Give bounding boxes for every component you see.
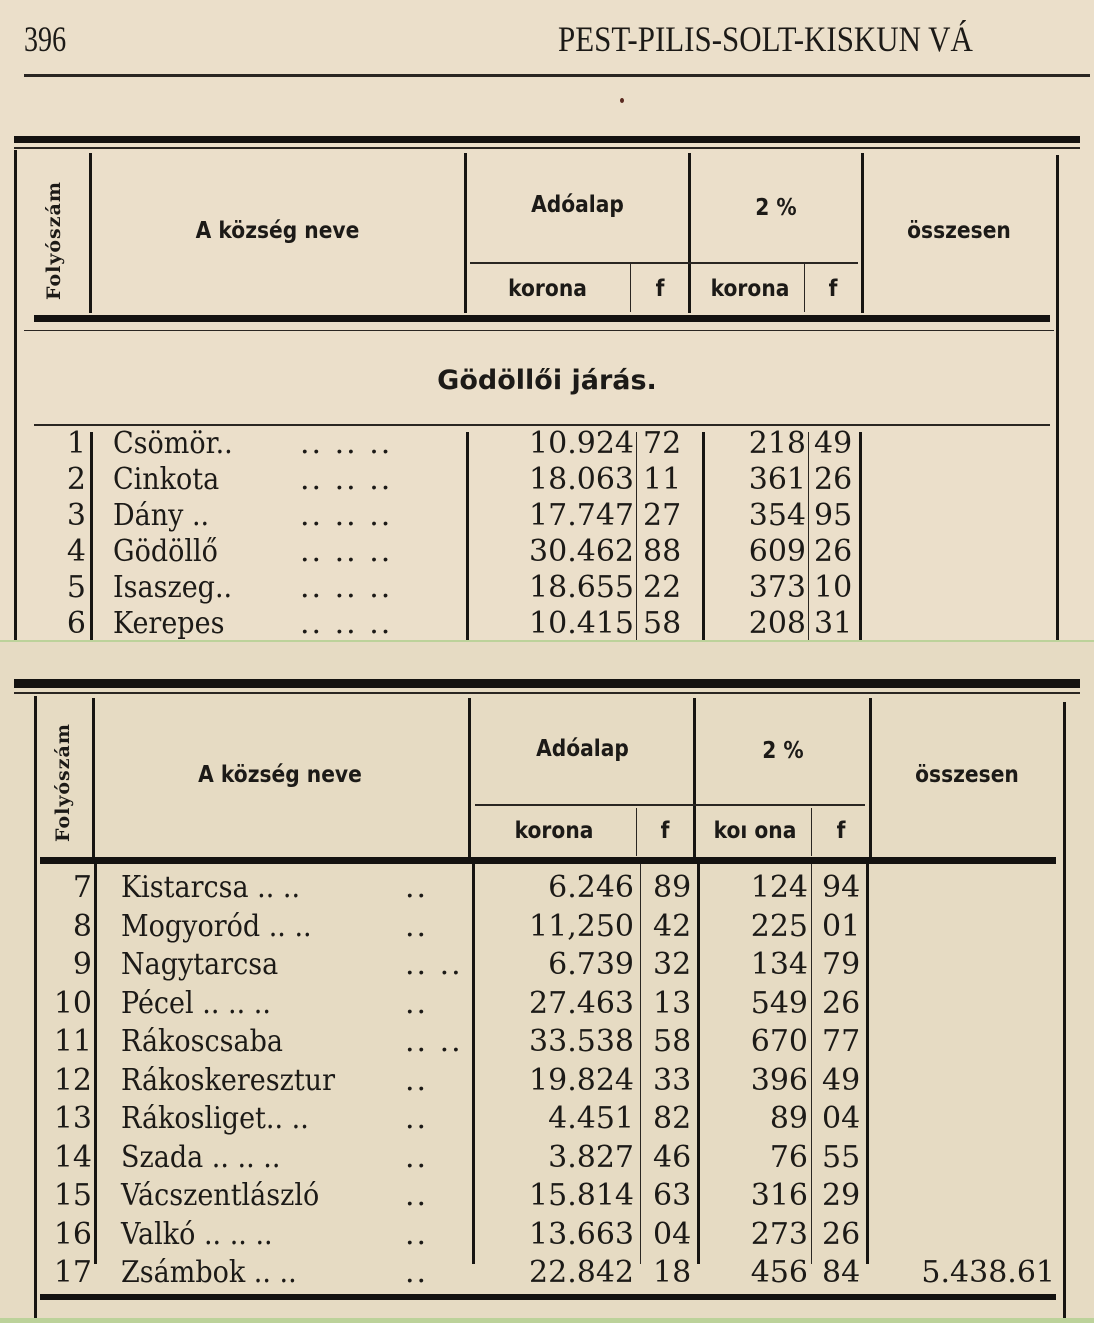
table-row [0, 1140, 1094, 1176]
municipality-name: Isaszeg.. [113, 570, 233, 605]
municipality-name: Kerepes [113, 606, 225, 640]
base-filler: 22 [643, 570, 682, 605]
table-row [0, 986, 1094, 1022]
header-percent: 2 % [755, 195, 797, 221]
percent-korona: 609 [748, 534, 806, 569]
percent-korona: 316 [750, 1178, 808, 1213]
base-korona: 18.655 [529, 570, 634, 605]
running-head: PEST-PILIS-SOLT-KISKUN VÁ [558, 19, 973, 59]
header-bottom-rule [34, 315, 1050, 322]
col-sep-base [688, 153, 691, 313]
municipality-name: Szada .. .. .. [121, 1139, 281, 1175]
percent-filler: 31 [814, 606, 853, 640]
percent-korona: 89 [769, 1101, 808, 1136]
base-korona: 11,250 [529, 908, 634, 944]
header2-serial: Folyószám [52, 723, 74, 842]
col-sep-serial [89, 153, 92, 313]
clipping-top [0, 0, 1094, 640]
row-number: 13 [53, 1101, 92, 1136]
base-korona: 6.739 [548, 947, 634, 982]
table-top-rule [14, 136, 1080, 143]
district-top-rule [24, 330, 1054, 331]
table-row [0, 462, 1094, 498]
header2-name: A község neve [198, 762, 362, 788]
table-row [0, 1178, 1094, 1214]
base-korona: 27.463 [529, 985, 634, 1021]
leader-dots: .. [405, 870, 429, 905]
header-pct-korona: korona [710, 276, 790, 302]
header2-percent: 2 % [762, 738, 804, 764]
percent-filler: 01 [822, 908, 861, 944]
percent-filler: 84 [822, 1255, 861, 1290]
row-number: 4 [66, 534, 86, 569]
base-korona: 10.415 [529, 606, 634, 640]
percent-korona: 373 [748, 570, 806, 605]
table-row [0, 606, 1094, 640]
table2-bottom-rule [40, 1294, 1056, 1300]
base-filler: 32 [653, 947, 692, 982]
base-filler: 11 [643, 462, 682, 497]
base-korona: 15.814 [529, 1178, 634, 1213]
percent-korona: 225 [750, 908, 808, 944]
percent-korona: 208 [748, 606, 806, 640]
header2-pct-f: f [836, 818, 846, 844]
col-sep-pct [861, 153, 864, 313]
percent-korona: 354 [748, 498, 806, 533]
percent-filler: 95 [814, 498, 853, 533]
percent-filler: 29 [822, 1178, 861, 1213]
header-base-korona: korona [508, 276, 587, 302]
base-korona: 3.827 [548, 1139, 634, 1175]
base-korona: 22.842 [529, 1255, 634, 1290]
base-filler: 18 [653, 1255, 692, 1290]
row-number: 14 [53, 1139, 92, 1175]
header-serial: Folyószám [43, 181, 65, 300]
leader-dots: .. [405, 1101, 429, 1136]
municipality-name: Cinkota [113, 462, 220, 497]
page-number: 396 [24, 19, 67, 59]
base-filler: 27 [643, 498, 682, 533]
col2-sep-pct [869, 698, 872, 858]
leader-dots: .. .. .. [300, 426, 393, 461]
table-row [0, 534, 1094, 570]
base-filler: 33 [653, 1062, 692, 1098]
percent-korona: 273 [750, 1216, 808, 1252]
col-sep-name [464, 153, 467, 313]
row-number: 12 [53, 1062, 92, 1098]
base-filler: 63 [653, 1178, 692, 1213]
percent-korona: 361 [748, 462, 806, 497]
municipality-name: Csömör.. [113, 426, 233, 461]
base-filler: 89 [653, 870, 692, 905]
table-row [0, 1024, 1094, 1060]
leader-dots: .. [405, 1139, 429, 1175]
header-name: A község neve [195, 218, 360, 244]
municipality-name: Vácszentlászló [121, 1178, 320, 1213]
district-title: Gödöllői járás. [437, 365, 657, 396]
percent-filler: 49 [822, 1062, 861, 1098]
municipality-name: Pécel .. .. .. [121, 985, 271, 1021]
base-korona: 18.063 [529, 462, 634, 497]
clipping-bottom [0, 642, 1094, 1323]
leader-dots: .. [405, 1255, 429, 1290]
base-korona: 6.246 [548, 870, 634, 905]
base-korona: 33.538 [529, 1024, 634, 1059]
header2-base: Adóalap [536, 736, 629, 762]
percent-korona: 218 [748, 426, 806, 461]
row-number: 15 [53, 1178, 92, 1213]
municipality-name: Zsámbok .. .. [121, 1255, 297, 1290]
leader-dots: .. .. .. [300, 534, 393, 569]
table-row [0, 426, 1094, 462]
base-korona: 17.747 [529, 498, 634, 533]
percent-korona: 134 [750, 947, 808, 982]
base-korona: 19.824 [529, 1062, 634, 1098]
header2-bottom-rule [40, 857, 1056, 864]
percent-filler: 94 [822, 870, 861, 905]
header-base: Adóalap [531, 192, 624, 218]
percent-filler: 79 [822, 947, 861, 982]
base-filler: 58 [643, 606, 682, 640]
total-amount: 5.438.61 [921, 1255, 1055, 1290]
percent-filler: 26 [822, 1216, 861, 1252]
base-filler: 04 [653, 1216, 692, 1252]
subheader2-rule [475, 804, 865, 806]
percent-korona: 670 [750, 1024, 808, 1059]
base-filler: 88 [643, 534, 682, 569]
municipality-name: Nagytarcsa [121, 947, 279, 982]
base-korona: 30.462 [529, 534, 634, 569]
table-row [0, 947, 1094, 983]
table-row [0, 1255, 1094, 1291]
leader-dots: .. [405, 985, 429, 1021]
percent-filler: 55 [822, 1139, 861, 1175]
header2-base-korona: korona [514, 818, 594, 844]
header-pct-f: f [828, 276, 838, 302]
leader-dots: .. .. .. [300, 606, 393, 640]
municipality-name: Gödöllő [113, 534, 218, 569]
base-filler: 13 [653, 985, 692, 1021]
table-row [0, 498, 1094, 534]
base-korona: 10.924 [529, 426, 634, 461]
header-base-f: f [655, 276, 665, 302]
municipality-name: Valkó .. .. .. [121, 1216, 273, 1252]
row-number: 8 [72, 908, 92, 944]
percent-filler: 26 [822, 985, 861, 1021]
base-filler: 42 [653, 908, 692, 944]
percent-filler: 77 [822, 1024, 861, 1059]
municipality-name: Dány .. [113, 498, 210, 533]
row-number: 5 [66, 570, 86, 605]
percent-korona: 456 [750, 1255, 808, 1290]
percent-korona: 124 [750, 870, 808, 905]
col2-sep-base [693, 698, 696, 858]
row-number: 6 [66, 606, 86, 640]
table2-top-rule-thin [14, 692, 1080, 694]
percent-korona: 396 [750, 1062, 808, 1098]
percent-filler: 04 [822, 1101, 861, 1136]
percent-korona: 76 [769, 1139, 808, 1175]
municipality-name: Mogyoród .. .. [121, 908, 312, 944]
table-row [0, 909, 1094, 945]
header2-total: összesen [915, 762, 1019, 788]
percent-filler: 10 [814, 570, 853, 605]
row-number: 2 [66, 462, 86, 497]
header-total: összesen [907, 218, 1011, 244]
percent-filler: 26 [814, 534, 853, 569]
table-row [0, 1101, 1094, 1137]
percent-filler: 26 [814, 462, 853, 497]
sub-sep-base [630, 264, 631, 312]
col2-sep-serial [92, 698, 95, 858]
leader-dots: .. [405, 1062, 429, 1098]
row-number: 10 [53, 985, 92, 1021]
base-filler: 58 [653, 1024, 692, 1059]
col2-sep-name [468, 698, 471, 858]
leader-dots: .. [405, 1216, 429, 1252]
sub2-sep-base [636, 808, 637, 856]
table-top-rule-thin [14, 147, 1080, 149]
municipality-name: Rákoskeresztur [121, 1062, 335, 1098]
row-number: 16 [53, 1216, 92, 1252]
percent-korona: 549 [750, 985, 808, 1021]
row-number: 9 [72, 947, 92, 982]
table-row [0, 570, 1094, 606]
ink-speck [620, 98, 624, 103]
base-korona: 4.451 [548, 1101, 634, 1136]
base-filler: 46 [653, 1139, 692, 1175]
table-row [0, 1217, 1094, 1253]
row-number: 7 [72, 870, 92, 905]
leader-dots: .. [405, 908, 429, 944]
sub2-sep-pct [811, 808, 812, 856]
header2-pct-korona: koı ona [713, 818, 797, 844]
bottom-seam [0, 1318, 1094, 1323]
row-number: 17 [53, 1255, 92, 1290]
leader-dots: .. [405, 1178, 429, 1213]
municipality-name: Rákoscsaba [121, 1024, 283, 1059]
percent-filler: 49 [814, 426, 853, 461]
leader-dots: .. .. [405, 1024, 463, 1059]
leader-dots: .. .. [405, 947, 463, 982]
subheader-rule [470, 262, 858, 264]
leader-dots: .. .. .. [300, 570, 393, 605]
header-rule [24, 74, 1090, 77]
sub-sep-pct [804, 264, 805, 312]
table2-top-rule [14, 679, 1080, 688]
table-row [0, 1063, 1094, 1099]
base-korona: 13.663 [529, 1216, 634, 1252]
row-number: 1 [66, 426, 86, 461]
municipality-name: Rákosliget.. .. [121, 1101, 309, 1136]
leader-dots: .. .. .. [300, 498, 393, 533]
row-number: 11 [53, 1024, 92, 1059]
base-filler: 72 [643, 426, 682, 461]
table-row [0, 870, 1094, 906]
base-filler: 82 [653, 1101, 692, 1136]
leader-dots: .. .. .. [300, 462, 393, 497]
municipality-name: Kistarcsa .. .. [121, 870, 301, 905]
row-number: 3 [66, 498, 86, 533]
header2-base-f: f [660, 818, 670, 844]
